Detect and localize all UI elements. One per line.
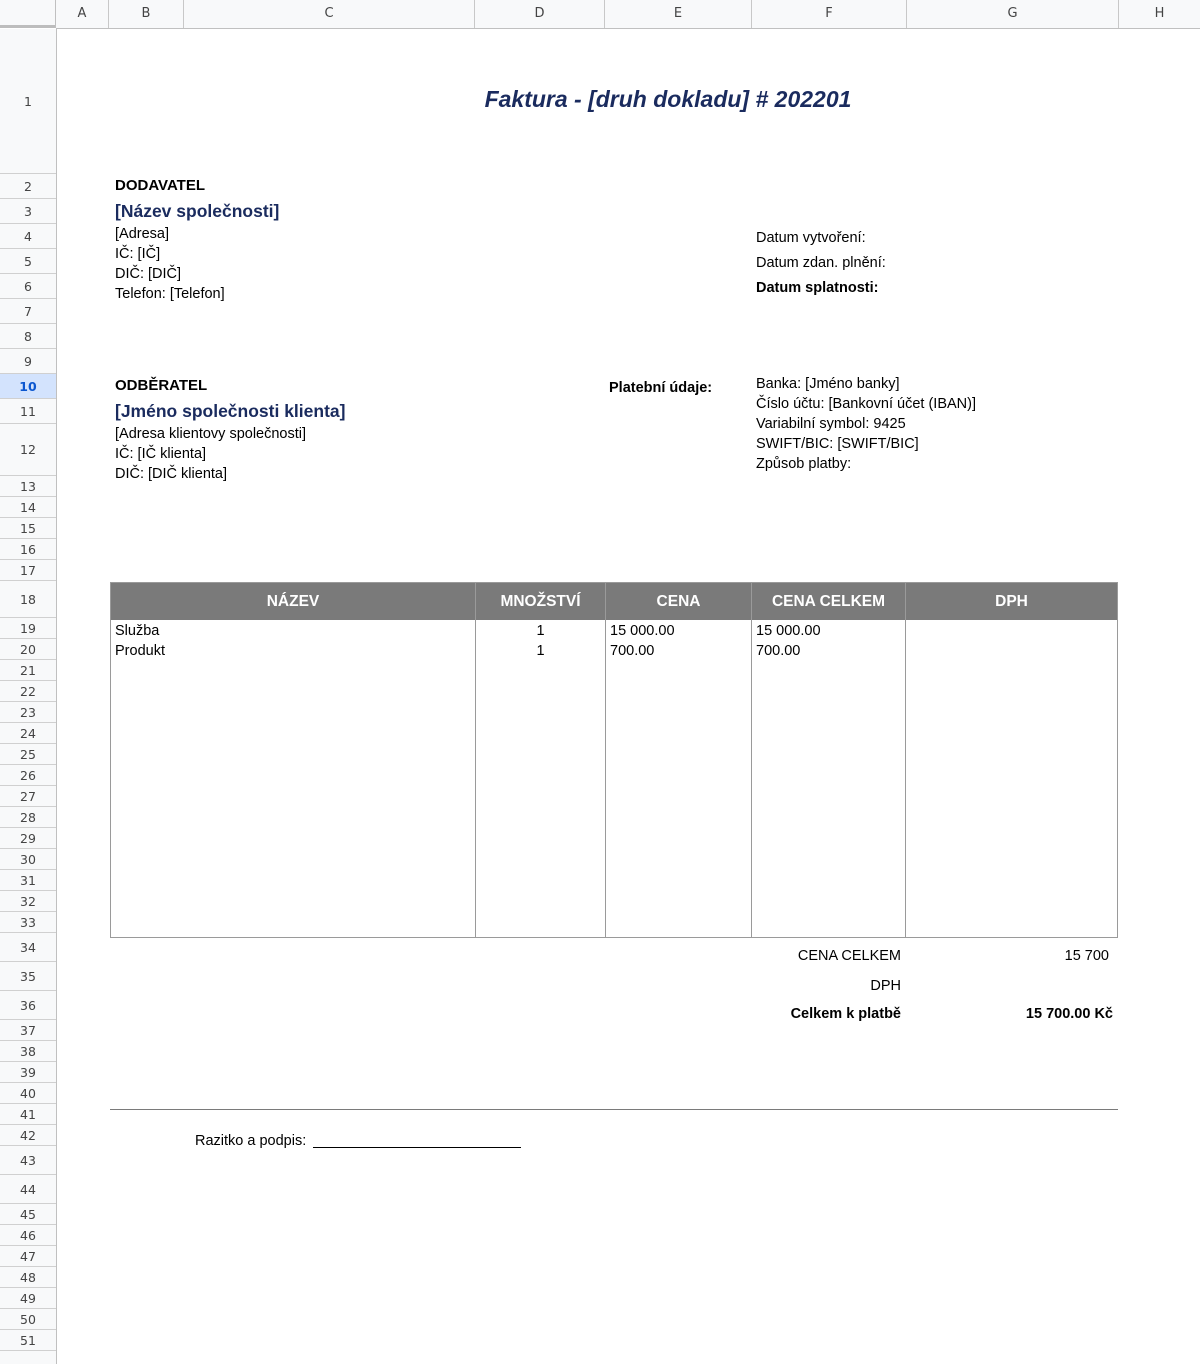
table-header-vat: DPH (906, 583, 1117, 620)
column-header-e[interactable]: E (605, 0, 752, 28)
payment-method: Způsob platby: (756, 456, 852, 472)
row-header-10[interactable]: 10 (0, 374, 56, 399)
row-header-2[interactable]: 2 (0, 174, 56, 199)
column-header-f[interactable]: F (752, 0, 907, 28)
row-header-8[interactable]: 8 (0, 324, 56, 349)
payment-variable-symbol: Variabilní symbol: 9425 (756, 416, 906, 432)
summary-vat-label: DPH (870, 978, 901, 994)
row-header-37[interactable]: 37 (0, 1020, 56, 1041)
summary-grand-label: Celkem k platbě (790, 1006, 901, 1022)
row-header-39[interactable]: 39 (0, 1062, 56, 1083)
date-created-label: Datum vytvoření: (756, 230, 866, 246)
row-header-22[interactable]: 22 (0, 681, 56, 702)
row-header-23[interactable]: 23 (0, 702, 56, 723)
row-header-47[interactable]: 47 (0, 1246, 56, 1267)
row-header-38[interactable]: 38 (0, 1041, 56, 1062)
supplier-dic: DIČ: [DIČ] (115, 266, 182, 282)
row-header-30[interactable]: 30 (0, 849, 56, 870)
row-header-45[interactable]: 45 (0, 1204, 56, 1225)
row-header-46[interactable]: 46 (0, 1225, 56, 1246)
payment-label: Platební údaje: (609, 380, 713, 396)
row-header-50[interactable]: 50 (0, 1309, 56, 1330)
row-header-18[interactable]: 18 (0, 581, 56, 618)
table-header-price: CENA (606, 583, 751, 620)
invoice-title: Faktura - [druh dokladu] # 202201 (484, 86, 852, 112)
row-header-41[interactable]: 41 (0, 1104, 56, 1125)
column-header-b[interactable]: B (109, 0, 184, 28)
row-header-26[interactable]: 26 (0, 765, 56, 786)
signature-label: Razitko a podpis: (195, 1133, 307, 1149)
row-header-29[interactable]: 29 (0, 828, 56, 849)
payment-swift: SWIFT/BIC: [SWIFT/BIC] (756, 436, 919, 452)
item-name[interactable]: Produkt (115, 643, 165, 659)
row-header-15[interactable]: 15 (0, 518, 56, 539)
row-header-bar (0, 29, 57, 1364)
supplier-heading: DODAVATEL (115, 177, 205, 194)
row-header-1[interactable]: 1 (0, 29, 56, 174)
row-header-24[interactable]: 24 (0, 723, 56, 744)
row-header-33[interactable]: 33 (0, 912, 56, 933)
column-header-h[interactable]: H (1154, 6, 1165, 21)
signature-line (313, 1147, 521, 1148)
supplier-ic: IČ: [IČ] (115, 246, 161, 262)
table-header-total: CENA CELKEM (752, 583, 905, 620)
column-header-g[interactable]: G (907, 0, 1119, 28)
row-header-21[interactable]: 21 (0, 660, 56, 681)
table-header-qty: MNOŽSTVÍ (476, 583, 605, 620)
payment-account: Číslo účtu: [Bankovní účet (IBAN)] (756, 396, 977, 412)
row-header-48[interactable]: 48 (0, 1267, 56, 1288)
column-header-d[interactable]: D (475, 0, 605, 28)
supplier-name: [Název společnosti] (115, 201, 280, 221)
item-name[interactable]: Služba (115, 623, 160, 639)
row-header-5[interactable]: 5 (0, 249, 56, 274)
row-header-28[interactable]: 28 (0, 807, 56, 828)
item-qty[interactable]: 1 (536, 643, 545, 659)
row-header-51[interactable]: 51 (0, 1330, 56, 1351)
row-header-36[interactable]: 36 (0, 991, 56, 1020)
item-price[interactable]: 15 000.00 (610, 623, 675, 639)
row-header-31[interactable]: 31 (0, 870, 56, 891)
customer-dic: DIČ: [DIČ klienta] (115, 466, 227, 482)
row-header-19[interactable]: 19 (0, 618, 56, 639)
row-header-20[interactable]: 20 (0, 639, 56, 660)
row-header-4[interactable]: 4 (0, 224, 56, 249)
table-header-name: NÁZEV (111, 583, 475, 620)
column-header-a[interactable]: A (56, 0, 109, 28)
row-header-34[interactable]: 34 (0, 933, 56, 962)
summary-total-value[interactable]: 15 700 (1064, 948, 1109, 964)
row-header-25[interactable]: 25 (0, 744, 56, 765)
row-header-40[interactable]: 40 (0, 1083, 56, 1104)
table-divider (905, 583, 906, 937)
row-header-17[interactable]: 17 (0, 560, 56, 581)
supplier-phone: Telefon: [Telefon] (115, 286, 225, 302)
item-total[interactable]: 700.00 (756, 643, 801, 659)
row-header-27[interactable]: 27 (0, 786, 56, 807)
row-header-14[interactable]: 14 (0, 497, 56, 518)
row-header-35[interactable]: 35 (0, 962, 56, 991)
item-price[interactable]: 700.00 (610, 643, 655, 659)
summary-grand-value[interactable]: 15 700.00 Kč (1025, 1006, 1113, 1022)
row-header-9[interactable]: 9 (0, 349, 56, 374)
customer-address: [Adresa klientovy společnosti] (115, 426, 307, 442)
summary-total-label: CENA CELKEM (797, 948, 901, 964)
customer-ic: IČ: [IČ klienta] (115, 446, 207, 462)
row-header-11[interactable]: 11 (0, 399, 56, 424)
row-header-3[interactable]: 3 (0, 199, 56, 224)
date-due-label: Datum splatnosti: (756, 280, 879, 296)
payment-bank: Banka: [Jméno banky] (756, 376, 900, 392)
row-header-49[interactable]: 49 (0, 1288, 56, 1309)
row-header-13[interactable]: 13 (0, 476, 56, 497)
row-header-44[interactable]: 44 (0, 1175, 56, 1204)
row-header-12[interactable]: 12 (0, 424, 56, 476)
item-total[interactable]: 15 000.00 (756, 623, 821, 639)
row-header-16[interactable]: 16 (0, 539, 56, 560)
column-header-c[interactable]: C (184, 0, 475, 28)
item-qty[interactable]: 1 (536, 623, 545, 639)
row-header-7[interactable]: 7 (0, 299, 56, 324)
supplier-address: [Adresa] (115, 226, 169, 242)
row-header-42[interactable]: 42 (0, 1125, 56, 1146)
date-tax-label: Datum zdan. plnění: (756, 255, 886, 271)
row-header-43[interactable]: 43 (0, 1146, 56, 1175)
footer-divider (110, 1109, 1118, 1110)
row-header-32[interactable]: 32 (0, 891, 56, 912)
items-table (110, 582, 1118, 938)
table-divider (605, 583, 606, 937)
row-header-6[interactable]: 6 (0, 274, 56, 299)
column-header-bar (56, 0, 1200, 29)
customer-name: [Jméno společnosti klienta] (115, 401, 346, 421)
customer-heading: ODBĚRATEL (115, 377, 208, 394)
table-divider (751, 583, 752, 937)
select-all-corner[interactable] (0, 0, 56, 28)
